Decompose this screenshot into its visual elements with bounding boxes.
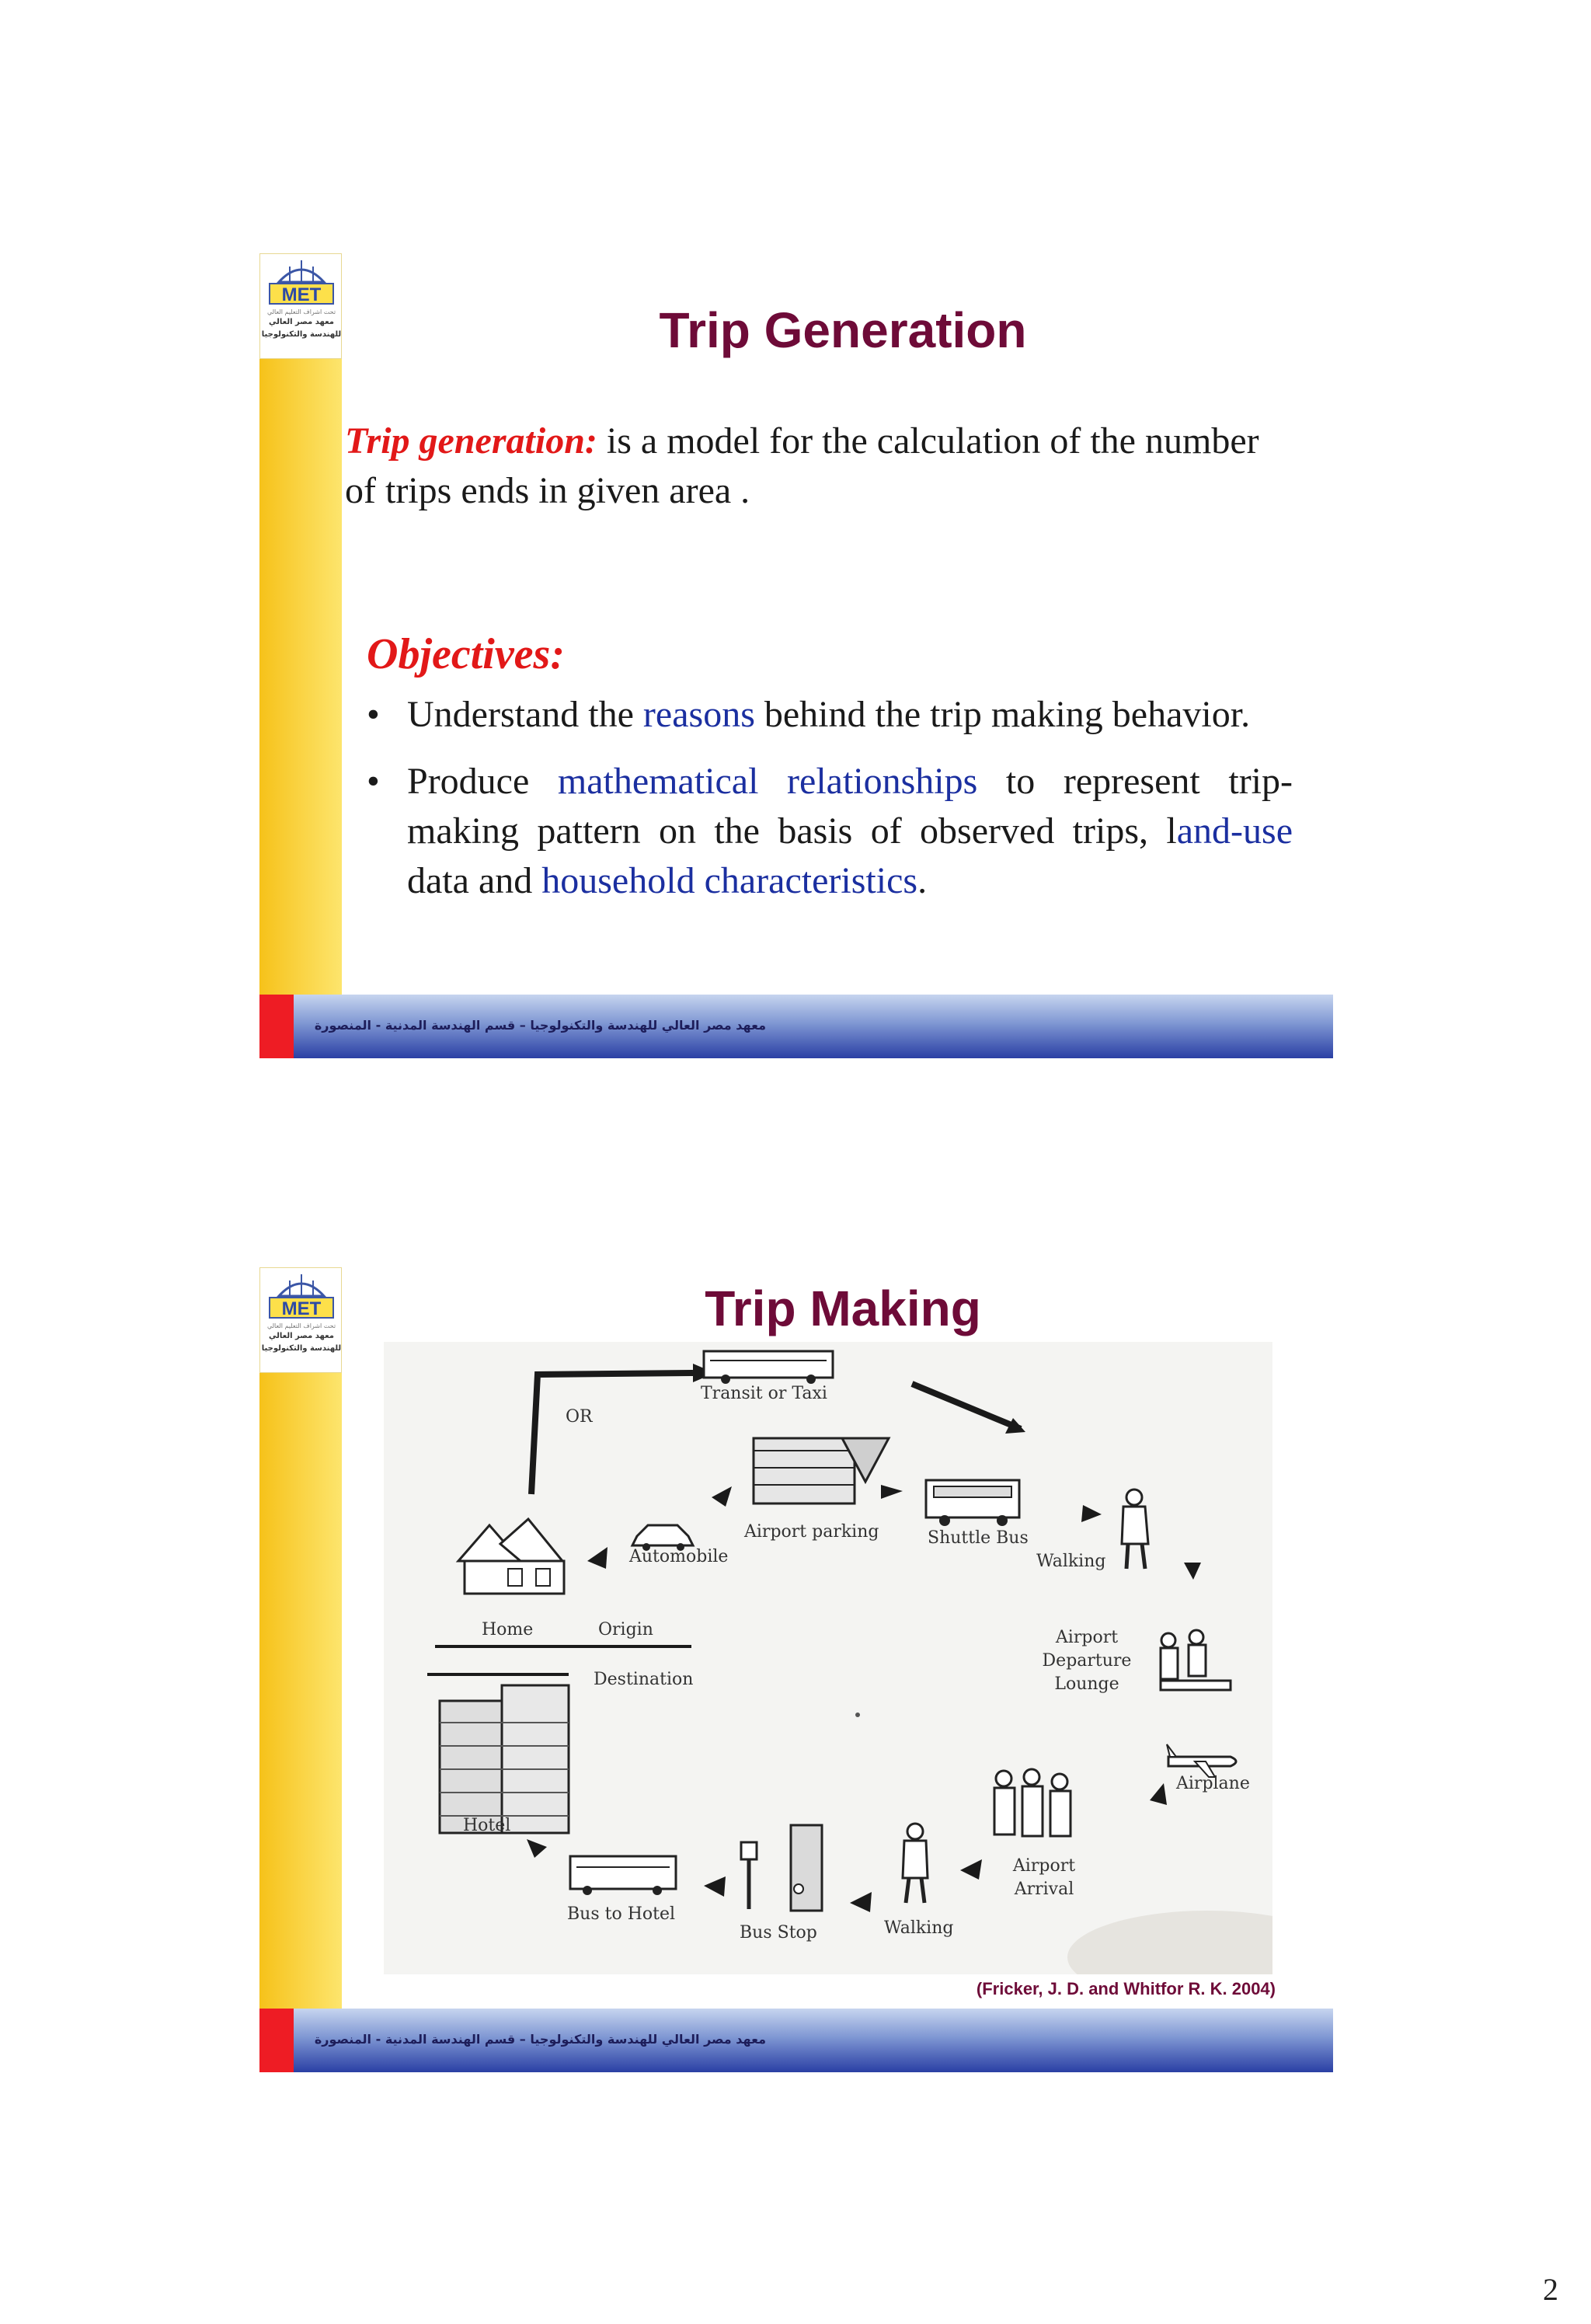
label-walking-top: Walking	[1036, 1552, 1106, 1571]
logo-line-2: معهد مصر العالي	[269, 318, 334, 326]
arrow-icon	[704, 1876, 726, 1897]
side-bar	[259, 253, 342, 995]
arrow-icon	[850, 1892, 872, 1912]
trip-making-diagram	[384, 1342, 1272, 1974]
shuttle-bus-icon	[926, 1480, 1019, 1526]
label-bus-stop: Bus Stop	[740, 1923, 817, 1942]
definition-term: Trip generation:	[345, 420, 597, 462]
page-number: 2	[1543, 2272, 1558, 2307]
list-item	[367, 757, 1293, 906]
hotel-building-icon	[440, 1685, 569, 1833]
logo-line-1: تحت اشراف التعليم العالي	[266, 1322, 336, 1329]
label-airport-arrival: Airport Arrival	[1012, 1856, 1076, 1899]
arrow-icon	[1081, 1505, 1102, 1522]
airport-parking-icon	[754, 1438, 889, 1503]
footer-red-block	[259, 2009, 294, 2072]
house-icon	[458, 1519, 564, 1594]
label-hotel: Hotel	[463, 1816, 511, 1835]
bullet-text: .	[917, 860, 928, 901]
logo-text: MET	[281, 284, 322, 305]
bullet-icon: •	[367, 761, 380, 802]
institute-logo	[259, 253, 342, 359]
definition-text: is a model for the calculation of the number of trips ends in given area .	[345, 420, 1259, 511]
logo-line-1: تحت اشراف التعليم العالي	[266, 308, 336, 315]
figure-credit: (Fricker, J. D. and Whitfor R. K. 2004)	[976, 1979, 1276, 1998]
slide-footer	[259, 995, 1333, 1058]
or-path-arrow	[531, 1373, 693, 1494]
slide-title: Trip Generation	[659, 302, 1027, 358]
diagram-drawing	[384, 1342, 1272, 1974]
arrow-icon	[1150, 1783, 1167, 1805]
arrow-icon	[881, 1485, 903, 1499]
institute-logo	[259, 1267, 342, 1373]
arrival-people-icon	[994, 1769, 1071, 1836]
label-or: OR	[566, 1407, 593, 1427]
bullet-highlight: mathematical relationships	[557, 761, 978, 802]
label-shuttle-bus: Shuttle Bus	[928, 1528, 1029, 1548]
bullet-text: to represent trip-making pattern on the basis of observed trips, l	[407, 761, 1293, 852]
arrow-icon	[712, 1486, 732, 1507]
side-bar	[259, 1267, 342, 2009]
footer-red-block	[259, 995, 294, 1058]
list-item	[367, 690, 1293, 740]
bus-to-hotel-icon	[570, 1856, 676, 1895]
footer-text: معهد مصر العالي للهندسة والتكنولوجيا – قسم الهندسة المدنية - المنصورة	[314, 2032, 766, 2047]
arrow-icon	[912, 1384, 1021, 1429]
bullet-highlight: and-use	[1176, 810, 1293, 852]
arrow-icon	[527, 1839, 547, 1858]
walking-person-icon	[903, 1824, 928, 1903]
slide-trip-making	[259, 1267, 1333, 2072]
arrow-icon	[960, 1859, 982, 1880]
label-transit: Transit or Taxi	[701, 1384, 827, 1403]
label-origin: Origin	[598, 1620, 653, 1639]
definition	[345, 416, 1262, 516]
arrow-icon	[1184, 1563, 1201, 1580]
slide-title: Trip Making	[705, 1280, 981, 1336]
shadow	[1067, 1911, 1272, 1974]
bullet-highlight: household characteristics	[541, 860, 918, 901]
departure-lounge-people-icon	[1161, 1630, 1231, 1690]
label-bus-to-hotel: Bus to Hotel	[567, 1904, 676, 1924]
logo-text: MET	[281, 1298, 322, 1319]
slide-footer	[259, 2009, 1333, 2072]
airplane-icon	[1167, 1744, 1236, 1777]
center-dot	[855, 1713, 860, 1717]
bullet-text: behind the trip making behavior.	[754, 694, 1251, 735]
slide-trip-generation	[259, 253, 1333, 1058]
label-automobile: Automobile	[629, 1547, 729, 1566]
bullet-highlight: reasons	[642, 694, 755, 735]
bullet-text: Understand the	[407, 694, 643, 735]
objectives-list	[367, 690, 1293, 923]
walking-person-icon	[1122, 1490, 1148, 1569]
label-airplane: Airplane	[1176, 1774, 1250, 1793]
transit-bus-icon	[704, 1351, 833, 1384]
footer-text: معهد مصر العالي للهندسة والتكنولوجيا – قسم الهندسة المدنية - المنصورة	[314, 1018, 766, 1033]
label-airport-parking: Airport parking	[744, 1522, 879, 1542]
arrow-icon	[587, 1547, 608, 1569]
label-home: Home	[482, 1620, 534, 1639]
logo-line-3: للهندسة والتكنولوجيا	[261, 1344, 342, 1353]
label-departure-lounge: Airport Departure Lounge	[1042, 1628, 1132, 1694]
logo-line-2: معهد مصر العالي	[269, 1332, 334, 1340]
bullet-text: Produce	[407, 761, 558, 802]
logo-dome-icon	[263, 1270, 339, 1322]
bullet-icon: •	[367, 694, 380, 735]
label-destination: Destination	[594, 1670, 694, 1689]
bus-stop-icon	[741, 1825, 822, 1911]
label-walking-bottom: Walking	[884, 1918, 954, 1938]
logo-line-3: للهندسة والتكنولوجيا	[261, 330, 342, 339]
logo-dome-icon	[263, 256, 339, 308]
objectives-heading: Objectives:	[367, 630, 565, 678]
bullet-text: data and	[407, 860, 542, 901]
